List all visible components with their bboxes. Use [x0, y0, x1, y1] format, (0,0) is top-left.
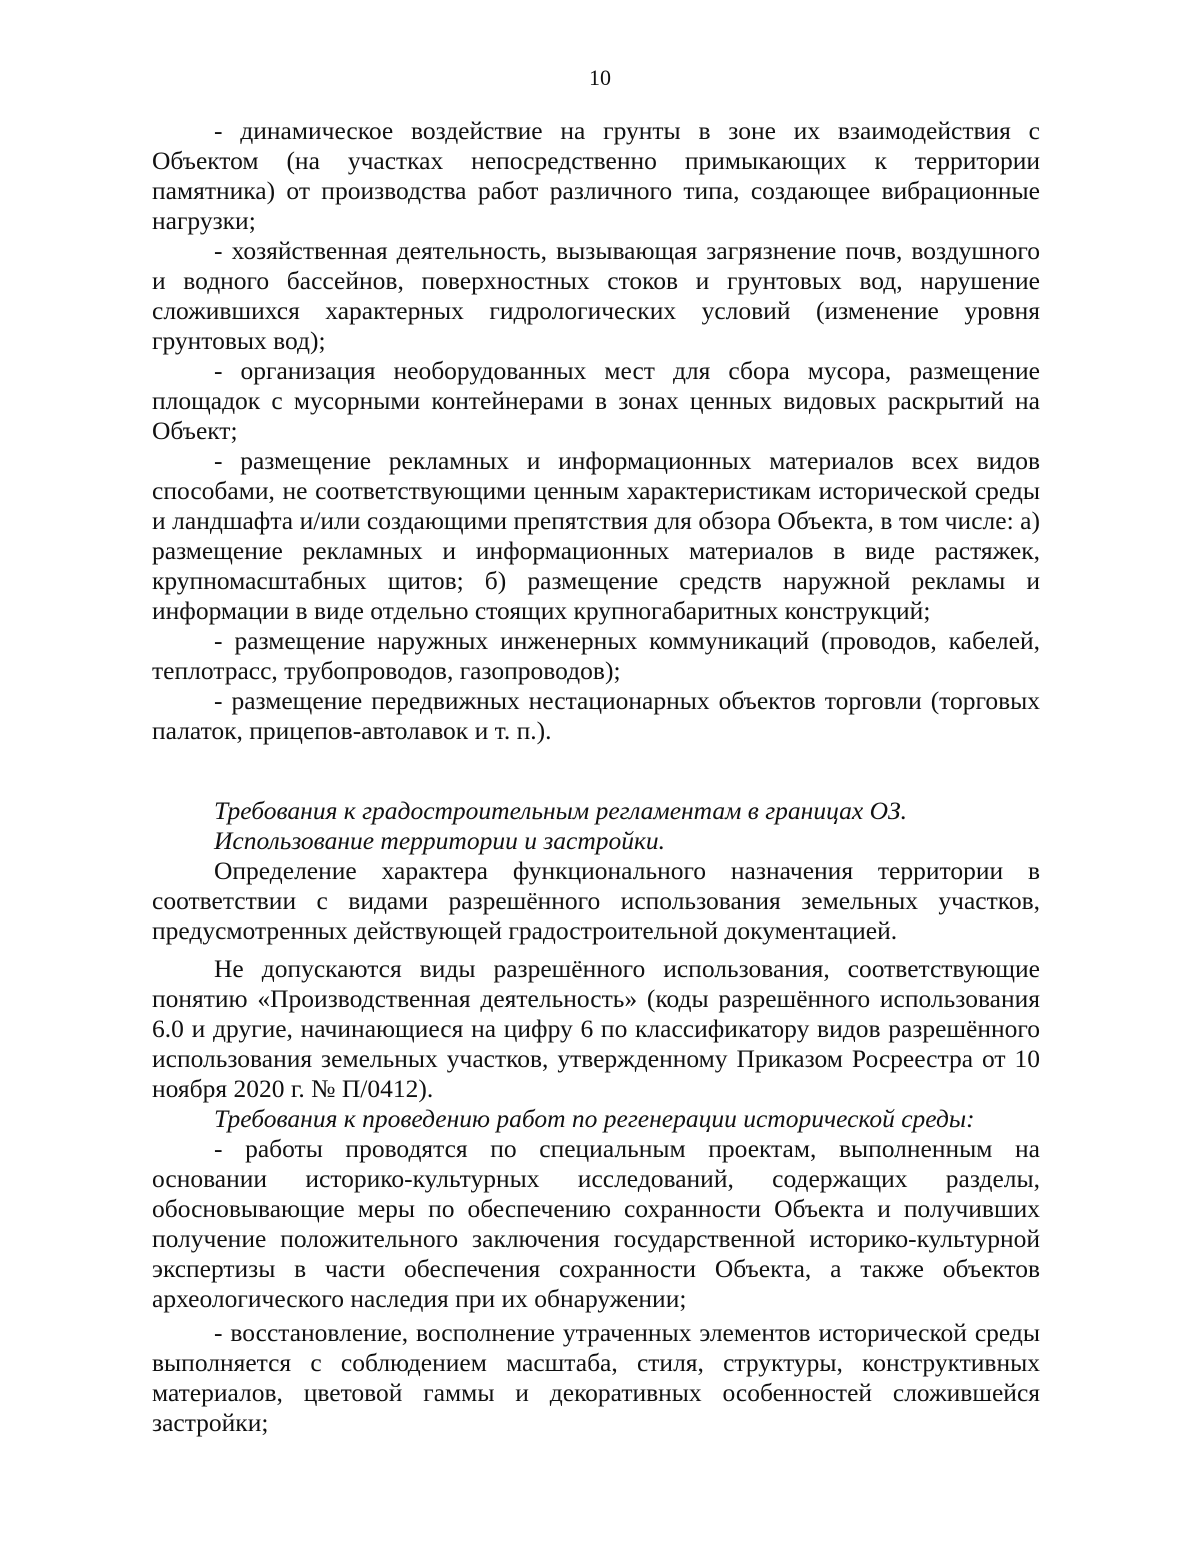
list-item-garbage-sites: - организация необорудованных мест для сбора мусора, размещение площадок с мусорными контейнерами в зонах ценных видовых раскрытий на Объект; — [152, 356, 1040, 445]
list-item-dynamic-impact: - динамическое воздействие на грунты в зоне их взаимодействия с Объектом (на участках непосредственно примыкающих к территории памятника) от производства работ различного типа, создающее вибрационные нагрузки; — [152, 116, 1040, 235]
list-item-advertising: - размещение рекламных и информационных материалов всех видов способами, не соответствующими ценным характеристикам исторической среды и ландшафта и/или создающими препятствия для обзора Объекта, в том числе: а) размещение рекламных и информационных материалов в виде растяжек, крупномасштабных щитов; б) размещение средств наружной рекламы и информации в виде отдельно стоящих крупногабаритных конструкций; — [152, 446, 1040, 625]
list-item-economic-activity: - хозяйственная деятельность, вызывающая загрязнение почв, воздушного и водного бассейнов, поверхностных стоков и грунтовых вод, нарушение сложившихся характерных гидрологических условий (изменение уровня грунтовых вод); — [152, 236, 1040, 355]
list-item-engineering-communications: - размещение наружных инженерных коммуникаций (проводов, кабелей, теплотрасс, трубопроводов, газопроводов); — [152, 626, 1040, 685]
section-subheading-land-use: Использование территории и застройки. — [214, 826, 666, 855]
list-item-restoration: - восстановление, восполнение утраченных элементов исторической среды выполняется с соблюдением масштаба, стиля, структуры, конструктивных материалов, цветовой гаммы и декоративных особенностей сложившейся застройки; — [152, 1318, 1040, 1437]
document-body — [152, 116, 1040, 1438]
page-number: 10 — [589, 65, 611, 90]
list-item-mobile-trade: - размещение передвижных нестационарных объектов торговли (торговых палаток, прицепов-автолавок и т. п.). — [152, 686, 1040, 745]
section-heading-regulations: Требования к градостроительным регламентам в границах ОЗ. — [214, 796, 908, 825]
paragraph-function-definition: Определение характера функционального назначения территории в соответствии с видами разрешённого использования земельных участков, предусмотренных действующей градостроительной документацией. — [152, 856, 1040, 945]
list-item-special-projects: - работы проводятся по специальным проектам, выполненным на основании историко-культурных исследований, содержащих разделы, обосновывающие меры по обеспечению сохранности Объекта и получивших получение положительного заключения государственной историко-культурной экспертизы в части обеспечения сохранности Объекта, а также объектов археологического наследия при их обнаружении; — [152, 1134, 1040, 1313]
paragraph-prohibited-uses: Не допускаются виды разрешённого использования, соответствующие понятию «Производственная деятельность» (коды разрешённого использования 6.0 и другие, начинающиеся на цифру 6 по классификатору видов разрешённого использования земельных участков, утвержденному Приказом Росреестра от 10 ноября 2020 г. № П/0412). — [152, 954, 1040, 1103]
section-heading-regeneration: Требования к проведению работ по регенерации исторической среды: — [214, 1104, 975, 1133]
